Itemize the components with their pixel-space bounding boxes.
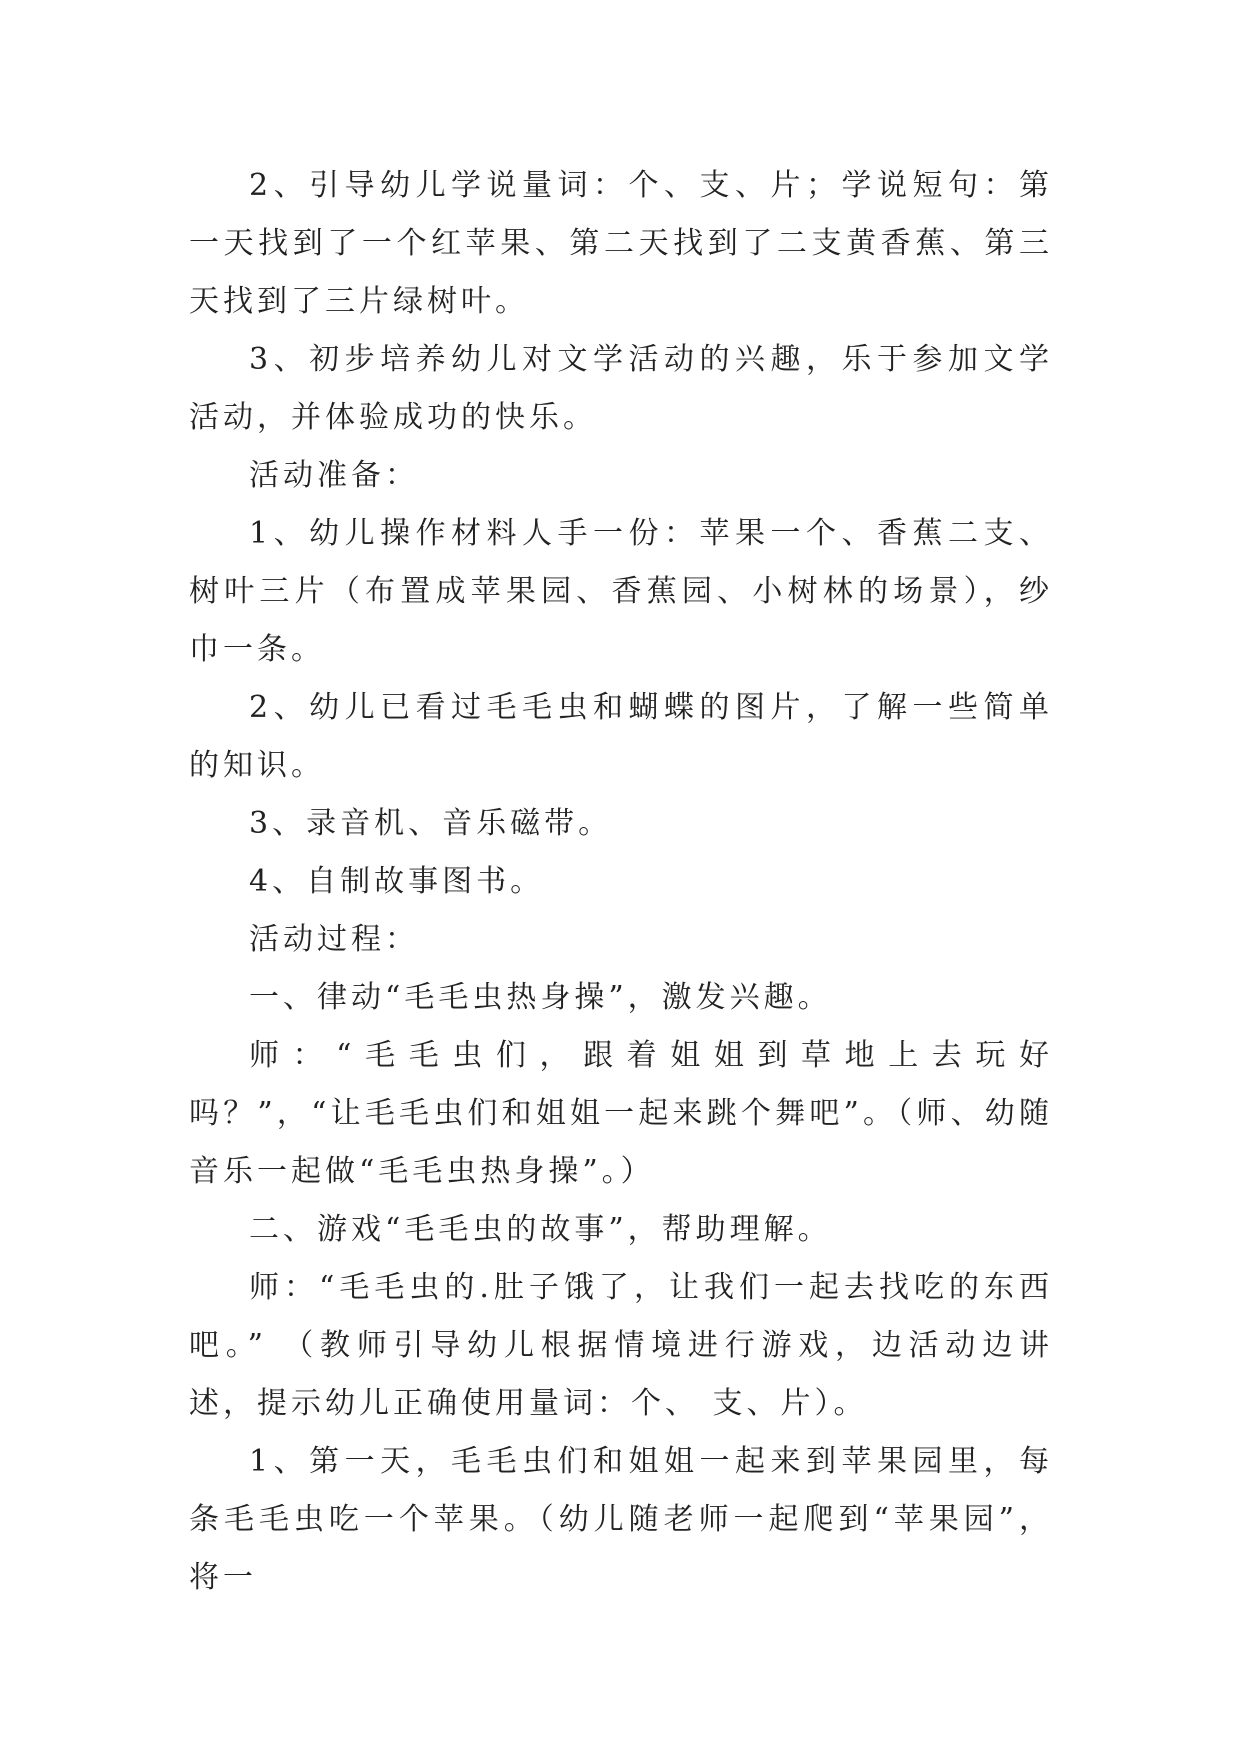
document-body	[189, 157, 1053, 1607]
paragraph-teacher-dialogue-1: 师：“毛毛虫们，跟着姐姐到草地上去玩好吗？”，“让毛毛虫们和姐姐一起来跳个舞吧”。（师、幼随音乐一起做“毛毛虫热身操”。）	[189, 1038, 1053, 1189]
paragraph-preparation-2: 2、幼儿已看过毛毛虫和蝴蝶的图片，了解一些简单的知识。	[189, 690, 1053, 783]
section-heading-preparation: 活动准备：	[249, 458, 419, 493]
section-heading-process: 活动过程：	[249, 922, 419, 957]
paragraph-day-one: 1、第一天，毛毛虫们和姐姐一起来到苹果园里，每条毛毛虫吃一个苹果。（幼儿随老师一起爬到“苹果园”，将一	[189, 1444, 1053, 1595]
paragraph-preparation-4: 4、自制故事图书。	[249, 864, 545, 899]
paragraph-objective-3: 3、初步培养幼儿对文学活动的兴趣，乐于参加文学活动，并体验成功的快乐。	[189, 342, 1053, 435]
paragraph-step-two-title: 二、游戏“毛毛虫的故事”，帮助理解。	[249, 1212, 832, 1247]
paragraph-preparation-3: 3、录音机、音乐磁带。	[249, 806, 613, 841]
paragraph-teacher-dialogue-2: 师：“毛毛虫的.肚子饿了，让我们一起去找吃的东西吧。” （教师引导幼儿根据情境进行游戏，边活动边讲述，提示幼儿正确使用量词：个、 支、片）。	[189, 1270, 1053, 1421]
paragraph-preparation-1: 1、幼儿操作材料人手一份：苹果一个、香蕉二支、树叶三片（布置成苹果园、香蕉园、小树林的场景），纱巾一条。	[189, 516, 1053, 667]
paragraph-objective-2: 2、引导幼儿学说量词：个、支、片；学说短句：第一天找到了一个红苹果、第二天找到了二支黄香蕉、第三天找到了三片绿树叶。	[189, 168, 1053, 319]
paragraph-step-one-title: 一、律动“毛毛虫热身操”，激发兴趣。	[249, 980, 832, 1015]
